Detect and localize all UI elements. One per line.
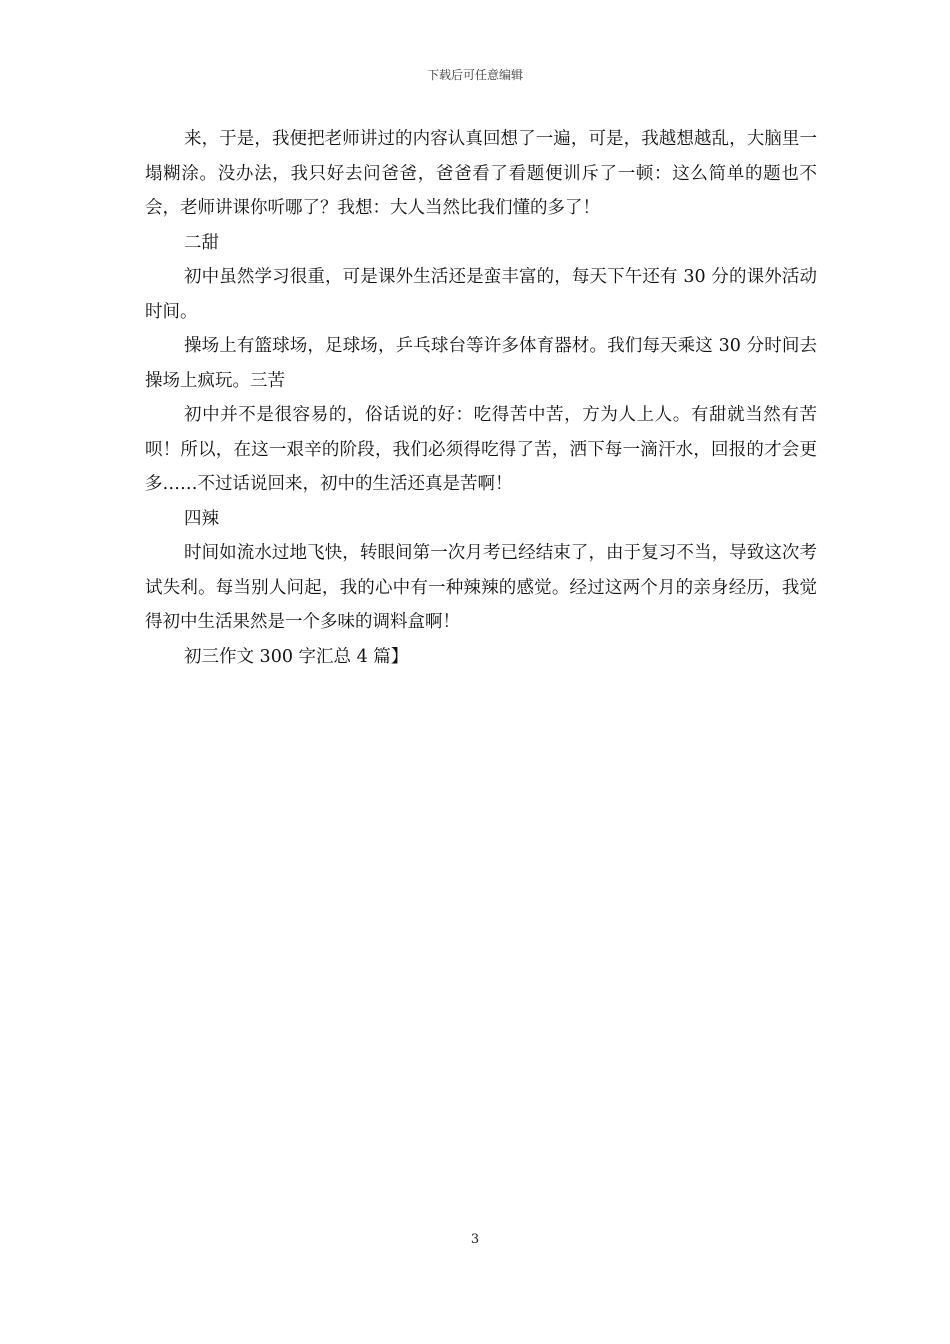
section-heading-sweet: 二甜 bbox=[184, 232, 219, 253]
paragraph-bitter: 初中并不是很容易的，俗话说的好：吃得苦中苦，方为人上人。有甜就当然有苦呗！所以，在这一艰辛的阶段，我们必须得吃得了苦，洒下每一滴汗水，回报的才会更多……不过话说回来，初中的生活还真是苦啊！ bbox=[145, 405, 817, 494]
paragraph-spicy: 时间如流水过地飞快，转眼间第一次月考已经结束了，由于复习不当，导致这次考试失利。每当别人问起，我的心中有一种辣辣的感觉。经过这两个月的亲身经历，我觉得初中生活果然是一个多味的调料盒啊！ bbox=[145, 543, 817, 632]
paragraph-continuation: 来，于是，我便把老师讲过的内容认真回想了一遍，可是，我越想越乱，大脑里一塌糊涂。没办法，我只好去问爸爸，爸爸看了看题便训斥了一顿：这么简单的题也不会，老师讲课你听哪了？我想：大人当然比我们懂的多了！ bbox=[145, 129, 817, 218]
page-header: 下载后可任意编辑 bbox=[426, 68, 523, 82]
document-body bbox=[145, 122, 817, 674]
paragraph-sweet-1: 初中虽然学习很重，可是课外生活还是蛮丰富的，每天下午还有 30 分的课外活动时间。 bbox=[145, 267, 817, 322]
paragraph-sweet-2: 操场上有篮球场，足球场，乒乓球台等许多体育器材。我们每天乘这 30 分时间去操场上疯玩。三苦 bbox=[145, 336, 817, 391]
page-number: 3 bbox=[470, 1232, 480, 1247]
closing-title: 初三作文 300 字汇总 4 篇】 bbox=[184, 646, 409, 667]
section-heading-spicy: 四辣 bbox=[184, 508, 219, 529]
